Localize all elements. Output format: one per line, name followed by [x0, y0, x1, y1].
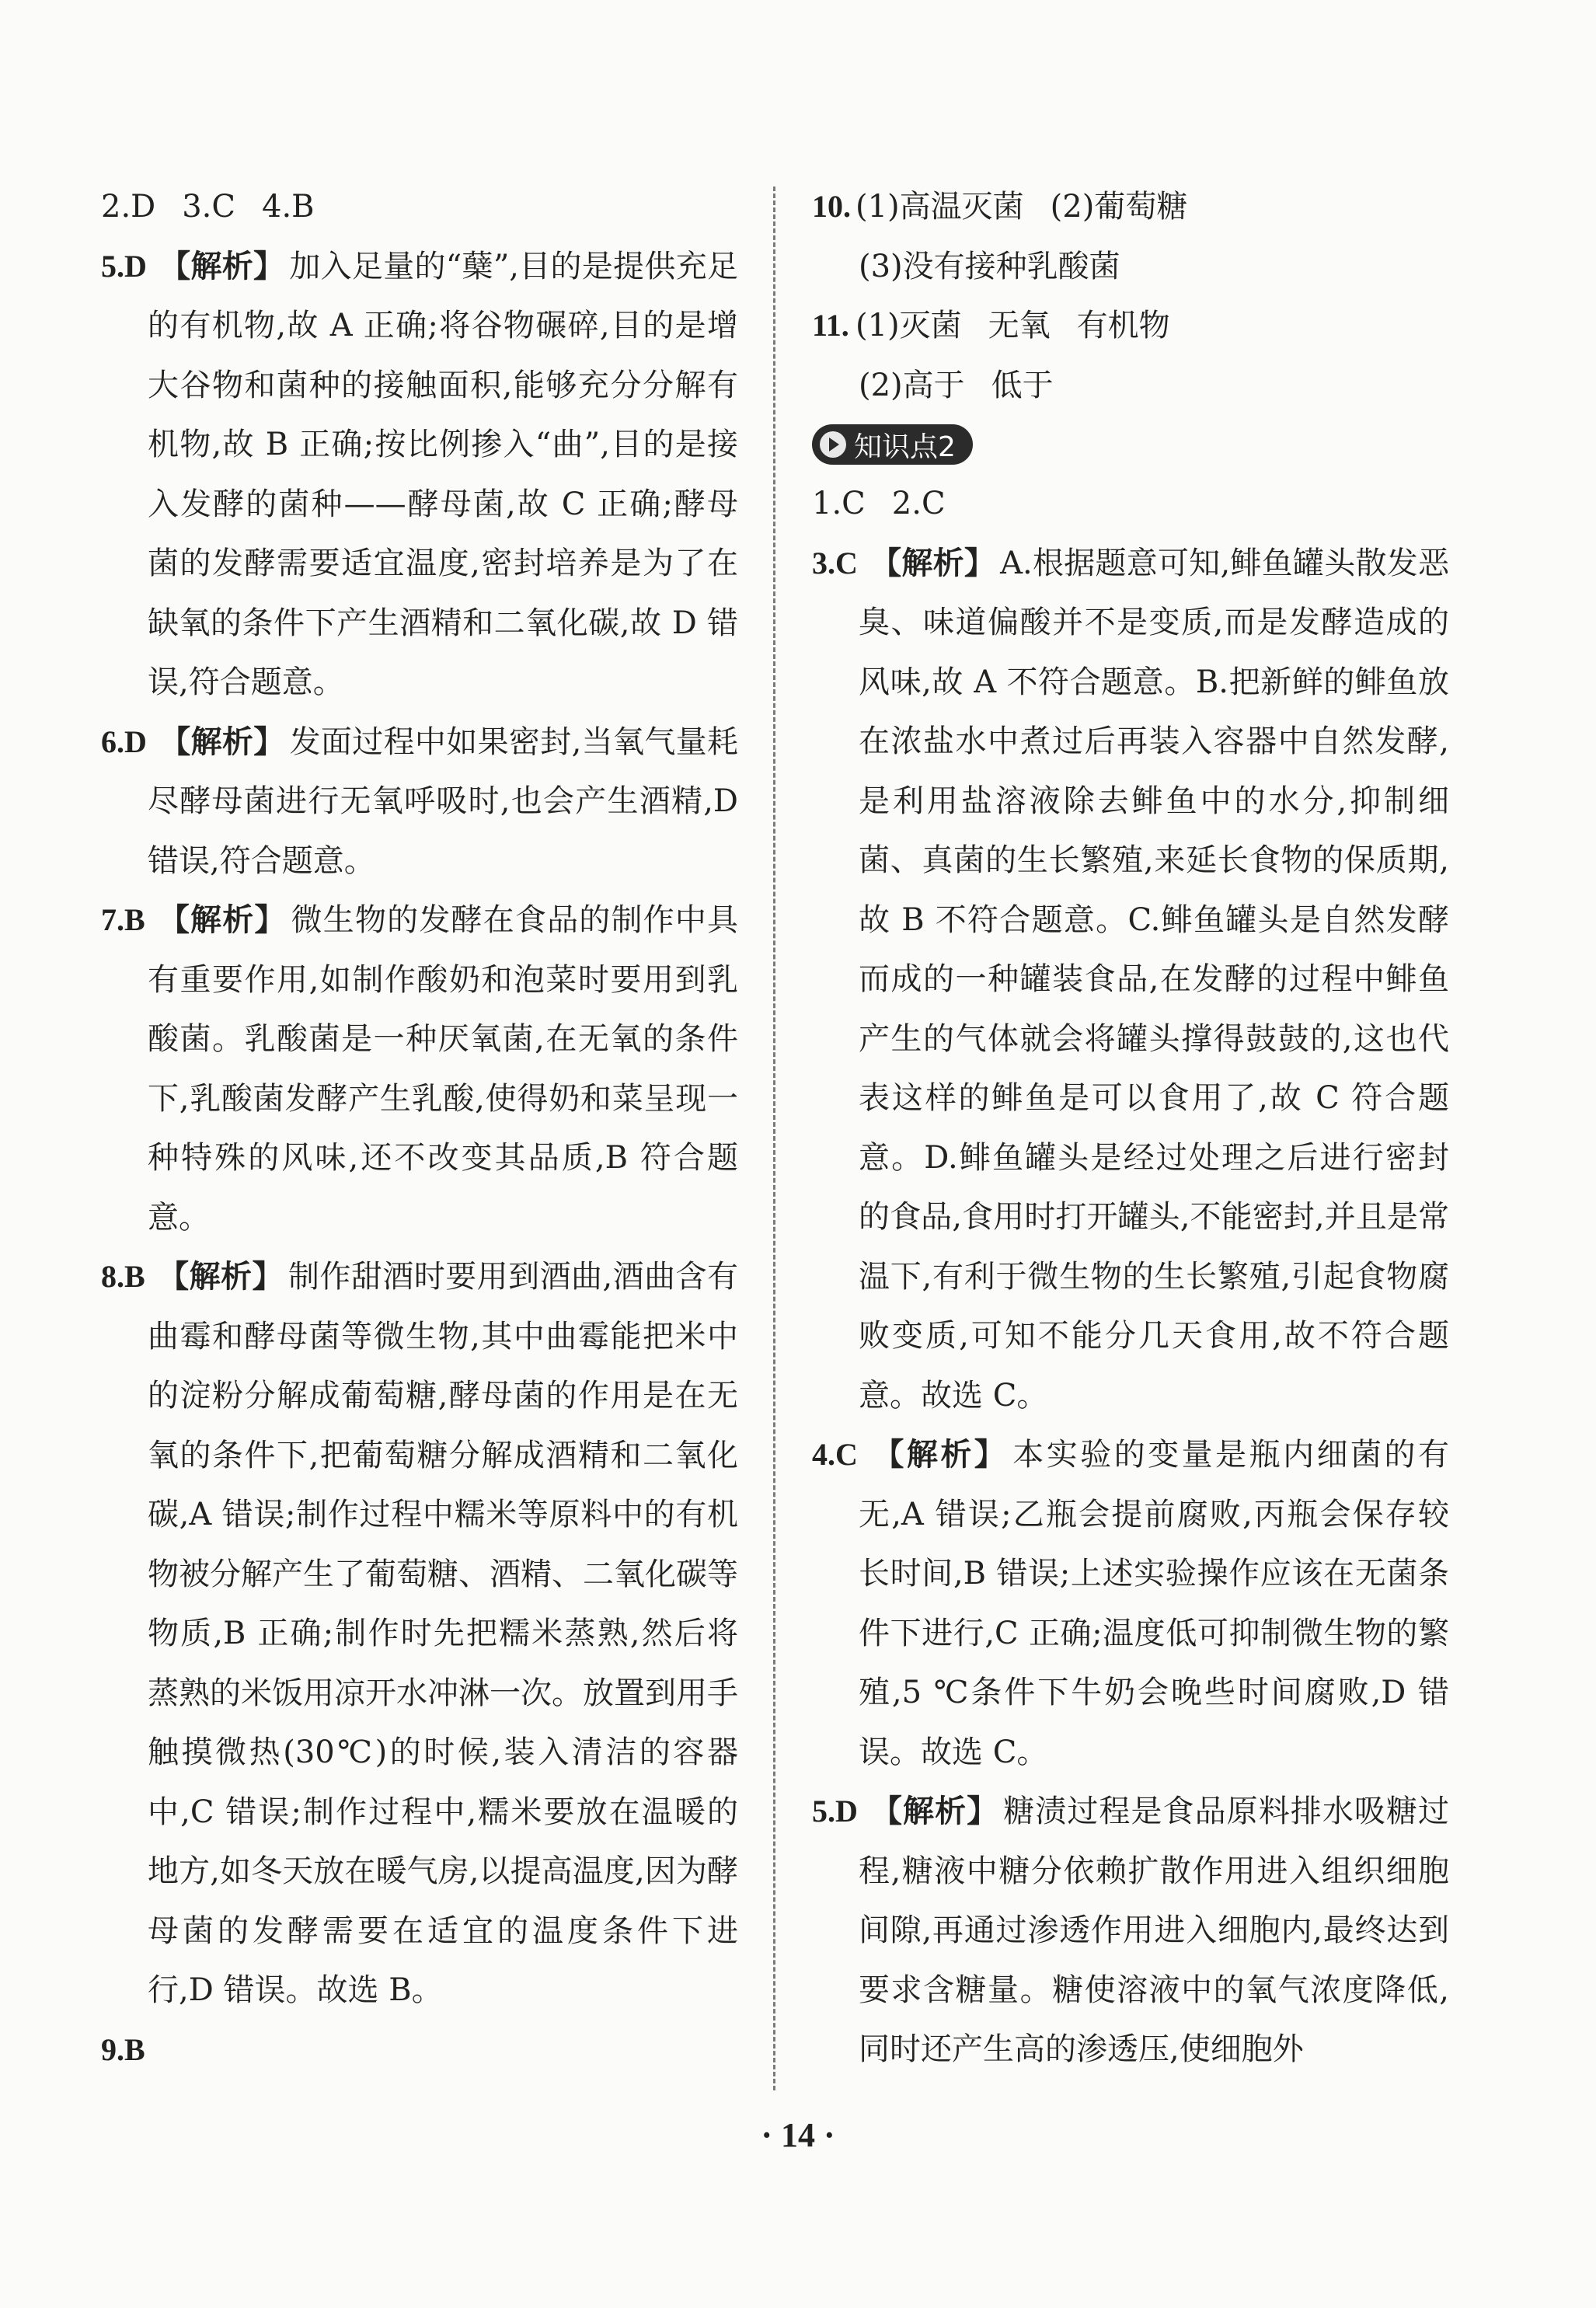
answer-line-k2-1-2 — [812, 474, 1449, 534]
column-divider — [773, 187, 775, 2090]
k2-answer-5-text: 糖渍过程是食品原料排水吸糖过程,糖液中糖分依赖扩散作用进入组织细胞间隙,再通过渗透作用进入细胞内,最终达到要求含糖量。糖使溶液中的氧气浓度降低,同时还产生高的渗透压,使细胞外 — [859, 1794, 1450, 2067]
analysis-tag: 【解析】 — [159, 723, 285, 760]
answer-10-part-3: (3)没有接种乳酸菌 — [859, 248, 1120, 284]
answer-4: 4.B — [262, 189, 315, 225]
page-number: · 14 · — [761, 2116, 835, 2154]
answer-8-text: 制作甜酒时要用到酒曲,酒曲含有曲霉和酵母菌等微生物,其中曲霉能把米中的淀粉分解成葡萄糖,酵母菌的作用是在无氧的条件下,把葡萄糖分解成酒精和二氧化碳,A 错误;制作过程中糯米等原料中的有机物被分解产生了葡萄糖、酒精、二氧化碳等物质,B 正确;制作时先把糯米蒸熟,然后将蒸熟的米饭用凉开水冲淋一次。放置到用手触摸微热(30℃)的时候,装入清洁的容器中,C 错误;制作过程中,糯米要放在温暖的地方,如冬天放在暖气房,以提高温度,因为酵母菌的发酵需要在适宜的温度条件下进行,D 错误。故选 B。 — [148, 1259, 738, 2008]
answer-9 — [101, 2020, 738, 2080]
k2-answer-3-text: A.根据题意可知,鲱鱼罐头散发恶臭、味道偏酸并不是变质,而是发酵造成的风味,故 A 不符合题意。B.把新鲜的鲱鱼放在浓盐水中煮过后再装入容器中自然发酵,是利用盐溶液除去鲱鱼中的水分,抑制细菌、真菌的生长繁殖,来延长食物的保质期,故 B 不符合题意。C.鲱鱼罐头是自然发酵而成的一种罐装食品,在发酵的过程中鲱鱼产生的气体就会将罐头撑得鼓鼓的,这也代表这样的鲱鱼是可以食用了,故 C 符合题意。D.鲱鱼罐头是经过处理之后进行密封的食品,食用时打开罐头,不能密封,并且是常温下,有利于微生物的生长繁殖,引起食物腐败变质,可知不能分几天食用,故不符合题意。故选 C。 — [859, 545, 1449, 1414]
answer-8-number: 8.B — [101, 1259, 145, 1294]
answer-10-part-1: (1)高温灭菌 — [855, 189, 1024, 225]
answer-6-number: 6.D — [101, 723, 147, 759]
answer-10-number: 10. — [812, 189, 851, 224]
answer-7-number: 7.B — [101, 902, 145, 937]
k2-answer-5 — [812, 1782, 1449, 2080]
answer-8 — [101, 1247, 738, 2020]
answer-11 — [812, 296, 1449, 415]
answer-7 — [101, 891, 738, 1247]
answer-5-number: 5.D — [101, 248, 147, 284]
k2-answer-4-number: 4.C — [812, 1437, 858, 1472]
answer-11-part-2b: 低于 — [991, 367, 1054, 403]
answer-line-2-4 — [101, 177, 738, 237]
answer-6-text: 发面过程中如果密封,当氧气量耗尽酵母菌进行无氧呼吸时,也会产生酒精,D 错误,符合题意。 — [148, 723, 739, 879]
answer-5-text: 加入足量的“蘖”,目的是提供充足的有机物,故 A 正确;将谷物碾碎,目的是增大谷物和菌种的接触面积,能够充分分解有机物,故 B 正确;按比例掺入“曲”,目的是接入发酵的菌种——酵母菌,故 C 正确;酵母菌的发酵需要适宜温度,密封培养是为了在缺氧的条件下产生酒精和二氧化碳,故 D 错误,符合题意。 — [148, 248, 738, 700]
k2-answer-2: 2.C — [891, 486, 946, 521]
answer-9-number: 9.B — [101, 2031, 145, 2067]
analysis-tag: 【解析】 — [157, 1258, 284, 1295]
analysis-tag: 【解析】 — [869, 1436, 1009, 1473]
analysis-tag: 【解析】 — [157, 901, 287, 938]
k2-answer-1: 1.C — [812, 486, 866, 521]
answer-11-number: 11. — [812, 308, 849, 343]
k2-answer-3 — [812, 534, 1449, 1426]
k2-answer-4 — [812, 1425, 1449, 1782]
answer-10 — [812, 177, 1449, 296]
analysis-tag: 【解析】 — [159, 247, 285, 284]
analysis-tag: 【解析】 — [869, 544, 996, 581]
section-badge — [812, 424, 973, 465]
right-column — [812, 177, 1449, 2080]
answer-2: 2.D — [101, 189, 156, 225]
play-icon — [820, 431, 846, 458]
answer-10-part-2: (2)葡萄糖 — [1050, 189, 1188, 225]
left-column — [101, 177, 738, 2080]
answer-11-part-2a: (2)高于 — [859, 367, 965, 403]
k2-answer-3-number: 3.C — [812, 545, 858, 580]
answer-3: 3.C — [182, 189, 236, 225]
section-badge-label: 知识点2 — [854, 431, 956, 463]
answer-7-text: 微生物的发酵在食品的制作中具有重要作用,如制作酸奶和泡菜时要用到乳酸菌。乳酸菌是一种厌氧菌,在无氧的条件下,乳酸菌发酵产生乳酸,使得奶和菜呈现一种特殊的风味,还不改变其品质,B 符合题意。 — [148, 902, 739, 1236]
answer-5 — [101, 237, 738, 713]
answer-11-part-1a: (1)灭菌 — [855, 308, 962, 343]
k2-answer-5-number: 5.D — [812, 1794, 858, 1829]
answer-11-part-1b: 无氧 — [988, 308, 1051, 343]
analysis-tag: 【解析】 — [869, 1793, 999, 1829]
k2-answer-4-text: 本实验的变量是瓶内细菌的有无,A 错误;乙瓶会提前腐败,丙瓶会保存较长时间,B 错误;上述实验操作应该在无菌条件下进行,C 正确;温度低可抑制微生物的繁殖,5 ℃条件下牛奶会晚些时间腐败,D 错误。故选 C。 — [859, 1437, 1450, 1770]
answer-11-part-1c: 有机物 — [1076, 308, 1170, 343]
answer-6 — [101, 713, 738, 891]
